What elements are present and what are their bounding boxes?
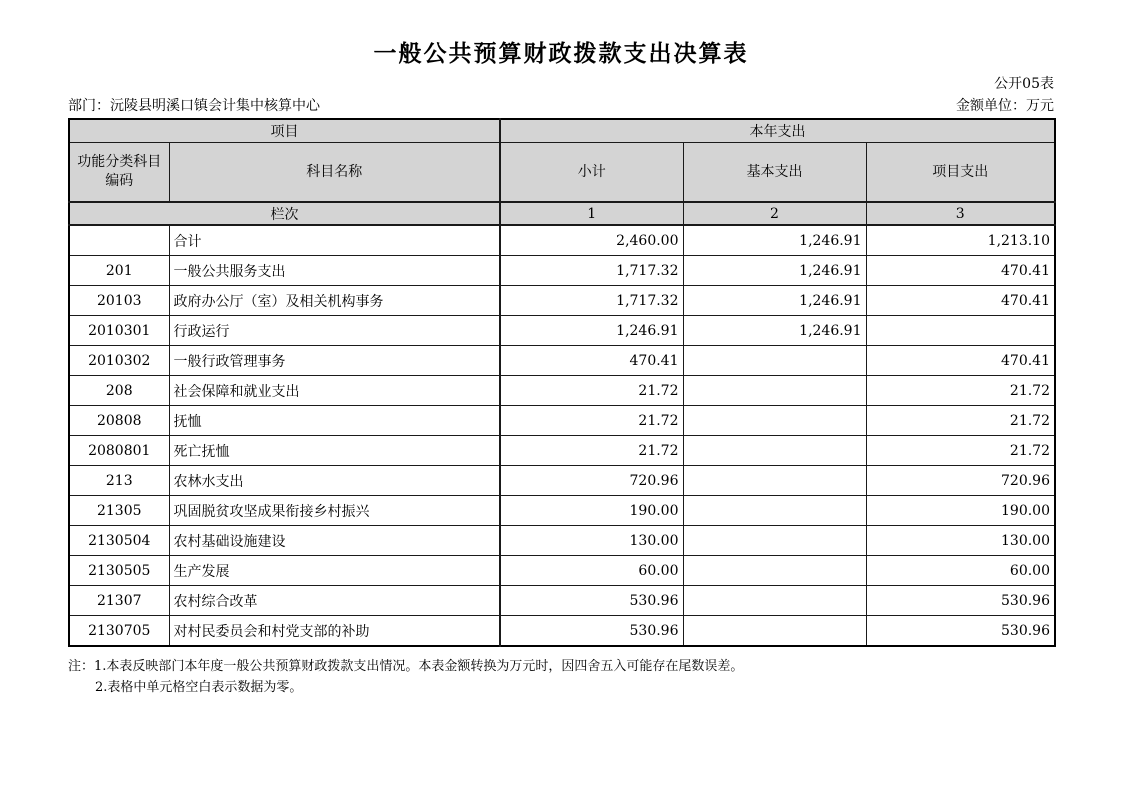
row-basic-cell [683,556,866,586]
page-title: 一般公共预算财政拨款支出决算表 [373,40,749,67]
header-group-row [69,119,1055,143]
header-row-label: 栏次 [69,202,500,225]
row-name-cell: 农村综合改革 [169,586,500,616]
row-name-cell: 死亡抚恤 [169,436,500,466]
row-project-cell: 470.41 [866,256,1055,286]
row-subtotal-cell: 2,460.00 [500,225,683,256]
row-name-cell: 巩固脱贫攻坚成果衔接乡村振兴 [169,496,500,526]
table-row [69,316,1055,346]
table-row [69,376,1055,406]
row-project-cell: 470.41 [866,286,1055,316]
row-subtotal-cell: 21.72 [500,406,683,436]
row-code-cell: 2130505 [69,556,169,586]
table-row [69,406,1055,436]
row-project-cell: 720.96 [866,466,1055,496]
row-basic-cell: 1,246.91 [683,316,866,346]
row-basic-cell [683,346,866,376]
table-row [69,556,1055,586]
table-row [69,346,1055,376]
table-row [69,436,1055,466]
row-name-cell: 政府办公厅（室）及相关机构事务 [169,286,500,316]
row-subtotal-cell: 130.00 [500,526,683,556]
row-code-cell: 201 [69,256,169,286]
row-basic-cell: 1,246.91 [683,286,866,316]
row-name-cell: 农村基础设施建设 [169,526,500,556]
table-row [69,586,1055,616]
row-project-cell: 470.41 [866,346,1055,376]
row-code-cell: 20808 [69,406,169,436]
row-name-cell: 一般行政管理事务 [169,346,500,376]
table-row [69,225,1055,256]
table-row [69,526,1055,556]
row-subtotal-cell: 21.72 [500,376,683,406]
row-subtotal-cell: 470.41 [500,346,683,376]
table-body [69,225,1055,646]
row-project-cell [866,316,1055,346]
row-code-cell: 20103 [69,286,169,316]
header-col-number-3: 3 [866,202,1055,225]
unit-label: 金额单位：万元 [956,98,1054,114]
row-code-cell: 208 [69,376,169,406]
table-row [69,496,1055,526]
department-label: 部门：沅陵县明溪口镇会计集中核算中心 [68,98,320,114]
notes [68,656,1054,698]
note-line-1: 注：1.本表反映部门本年度一般公共预算财政拨款支出情况。本表金额转换为万元时，因四舍五入可能存在尾数误差。 [68,659,744,674]
table-row [69,256,1055,286]
row-project-cell: 21.72 [866,436,1055,466]
table-row [69,616,1055,647]
row-basic-cell [683,436,866,466]
row-project-cell: 530.96 [866,586,1055,616]
row-subtotal-cell: 530.96 [500,616,683,647]
row-project-cell: 21.72 [866,376,1055,406]
table-code-label: 公开05表 [994,76,1054,92]
row-basic-cell [683,406,866,436]
row-name-cell: 一般公共服务支出 [169,256,500,286]
note-line-2: 2.表格中单元格空白表示数据为零。 [95,680,303,695]
row-code-cell: 2010301 [69,316,169,346]
row-basic-cell [683,526,866,556]
header-project-group: 项目 [69,119,500,143]
header-col-number-1: 1 [500,202,683,225]
row-basic-cell [683,616,866,647]
header-year-expense-group: 本年支出 [500,119,1055,143]
row-project-cell: 530.96 [866,616,1055,647]
row-basic-cell [683,376,866,406]
row-project-cell: 60.00 [866,556,1055,586]
row-subtotal-cell: 1,717.32 [500,256,683,286]
row-code-cell: 2080801 [69,436,169,466]
table-row [69,286,1055,316]
row-subtotal-cell: 1,246.91 [500,316,683,346]
row-subtotal-cell: 530.96 [500,586,683,616]
row-code-cell: 2130705 [69,616,169,647]
row-project-cell: 1,213.10 [866,225,1055,256]
row-basic-cell: 1,246.91 [683,225,866,256]
row-name-cell: 对村民委员会和村党支部的补助 [169,616,500,647]
header-subtotal-column: 小计 [500,143,683,203]
row-subtotal-cell: 190.00 [500,496,683,526]
row-code-cell [69,225,169,256]
row-subtotal-cell: 720.96 [500,466,683,496]
row-code-cell: 2010302 [69,346,169,376]
expenditure-table [68,118,1056,647]
row-name-cell: 抚恤 [169,406,500,436]
row-basic-cell [683,466,866,496]
row-subtotal-cell: 21.72 [500,436,683,466]
row-project-cell: 130.00 [866,526,1055,556]
table-row [69,466,1055,496]
header-project-column: 项目支出 [866,143,1055,203]
row-name-cell: 合计 [169,225,500,256]
row-basic-cell: 1,246.91 [683,256,866,286]
row-code-cell: 2130504 [69,526,169,556]
header-name-column: 科目名称 [169,143,500,203]
row-project-cell: 190.00 [866,496,1055,526]
row-subtotal-cell: 60.00 [500,556,683,586]
row-name-cell: 生产发展 [169,556,500,586]
header-code-column: 功能分类科目编码 [69,143,169,203]
row-name-cell: 行政运行 [169,316,500,346]
row-code-cell: 21305 [69,496,169,526]
meta-row [68,97,1054,115]
table-header [69,119,1055,225]
row-name-cell: 农林水支出 [169,466,500,496]
row-code-cell: 21307 [69,586,169,616]
row-subtotal-cell: 1,717.32 [500,286,683,316]
content-area [68,75,1054,698]
row-project-cell: 21.72 [866,406,1055,436]
header-basic-column: 基本支出 [683,143,866,203]
row-code-cell: 213 [69,466,169,496]
row-basic-cell [683,586,866,616]
row-basic-cell [683,496,866,526]
row-name-cell: 社会保障和就业支出 [169,376,500,406]
header-index-row [69,202,1055,225]
header-col-number-2: 2 [683,202,866,225]
header-columns-row [69,143,1055,203]
